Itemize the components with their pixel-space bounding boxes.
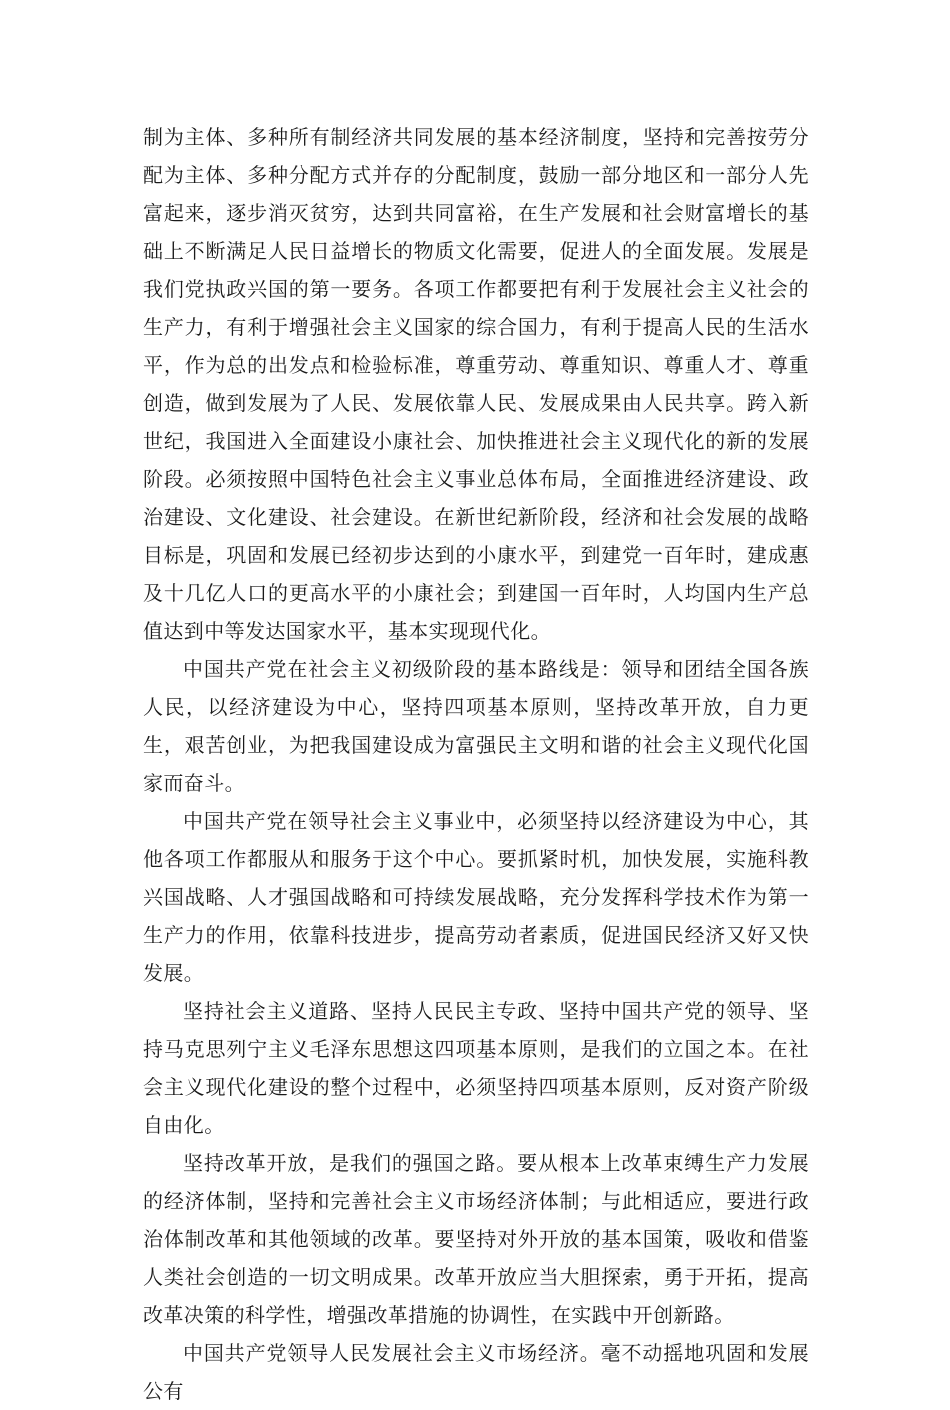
paragraph-2: 中国共产党在社会主义初级阶段的基本路线是：领导和团结全国各族人民，以经济建设为中心，坚持四项基本原则，坚持改革开放，自力更生，艰苦创业，为把我国建设成为富强民主文明和谐的社会主义现代化国家而奋斗。 [143, 657, 809, 795]
paragraph-6: 中国共产党领导人民发展社会主义市场经济。毫不动摇地巩固和发展公有 [143, 1341, 809, 1403]
paragraph-1: 制为主体、多种所有制经济共同发展的基本经济制度，坚持和完善按劳分配为主体、多种分配方式并存的分配制度，鼓励一部分地区和一部分人先富起来，逐步消灭贫穷，达到共同富裕，在生产发展和社会财富增长的基础上不断满足人民日益增长的物质文化需要，促进人的全面发展。发展是我们党执政兴国的第一要务。各项工作都要把有利于发展社会主义社会的生产力，有利于增强社会主义国家的综合国力，有利于提高人民的生活水平，作为总的出发点和检验标准，尊重劳动、尊重知识、尊重人才、尊重创造，做到发展为了人民、发展依靠人民、发展成果由人民共享。跨入新世纪，我国进入全面建设小康社会、加快推进社会主义现代化的新的发展阶段。必须按照中国特色社会主义事业总体布局，全面推进经济建设、政治建设、文化建设、社会建设。在新世纪新阶段，经济和社会发展的战略目标是，巩固和发展已经初步达到的小康水平，到建党一百年时，建成惠及十几亿人口的更高水平的小康社会；到建国一百年时，人均国内生产总值达到中等发达国家水平，基本实现现代化。 [143, 125, 809, 643]
document-page [143, 118, 809, 1410]
paragraph-3: 中国共产党在领导社会主义事业中，必须坚持以经济建设为中心，其他各项工作都服从和服务于这个中心。要抓紧时机，加快发展，实施科教兴国战略、人才强国战略和可持续发展战略，充分发挥科学技术作为第一生产力的作用，依靠科技进步，提高劳动者素质，促进国民经济又好又快发展。 [143, 809, 809, 985]
paragraph-5: 坚持改革开放，是我们的强国之路。要从根本上改革束缚生产力发展的经济体制，坚持和完善社会主义市场经济体制；与此相适应，要进行政治体制改革和其他领域的改革。要坚持对外开放的基本国策，吸收和借鉴人类社会创造的一切文明成果。改革开放应当大胆探索，勇于开拓，提高改革决策的科学性，增强改革措施的协调性，在实践中开创新路。 [143, 1151, 809, 1327]
paragraph-4: 坚持社会主义道路、坚持人民民主专政、坚持中国共产党的领导、坚持马克思列宁主义毛泽东思想这四项基本原则，是我们的立国之本。在社会主义现代化建设的整个过程中，必须坚持四项基本原则，反对资产阶级自由化。 [143, 999, 809, 1137]
